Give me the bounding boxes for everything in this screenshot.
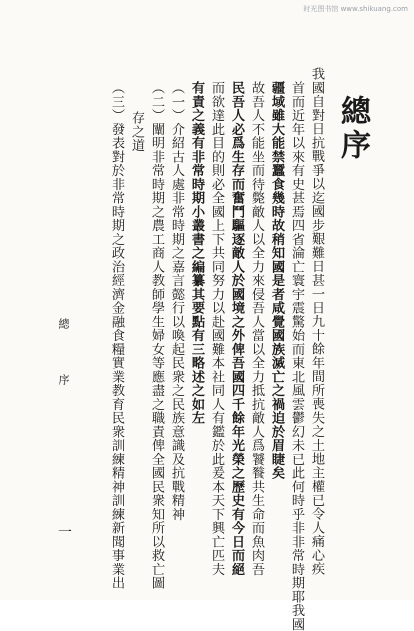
text-column-5: 民吾人必爲生存而奮鬥驅逐敵人於國境之外俾吾國四千餘年光榮之歷史有今日而絕 <box>229 81 244 576</box>
text-column-8: （一）介紹古人處非常時期之嘉言懿行以喚起民衆之民族意識及抗戰精神 <box>169 81 184 521</box>
text-column-2: 首而近年以來有史甚焉四省淪亡寰宇震驚始而東北風雲鬱幻未已此何時乎非非常時期耶我國 <box>289 81 304 631</box>
text-column-6: 而欲達此目的則必全國上下共同努力以赴國難本社同人有鑑於此爰本天下興亡匹夫 <box>209 81 224 576</box>
text-column-1: 我國自對日抗戰爭以迄國步艱難日甚一日九十餘年間所喪失之土地主權已令人痛心疾 <box>309 67 324 576</box>
watermark: 时光图书馆 www.shikuang.com <box>303 5 408 13</box>
text-column-10: 存之道 <box>129 111 144 153</box>
page-number: 一 <box>58 525 72 541</box>
text-column-9: （二）闡明非常時期之農工商人教師學生婦女等應盡之職責俾全國民衆知所以救亡圖 <box>149 81 164 590</box>
text-column-7: 有責之義有非常時期小叢書之編纂其要點有三略述之如左 <box>189 81 204 425</box>
margin-running-title: 總 序 <box>57 318 70 401</box>
text-column-4: 故吾人不能坐而待斃敵人以全力來侵吾人當以全力抵抗敵人爲饕餮共生命而魚肉吾 <box>249 81 264 576</box>
text-column-3: 疆域雖大能禁蠶食幾時故稍知國是者咸覺國族滅亡之禍迫於眉睫矣 <box>269 81 284 480</box>
page-title: 總序 <box>335 95 370 163</box>
text-column-11: （三）發表對於非常時期之政治經濟金融食糧實業教育民衆訓練精神訓練新聞事業出 <box>109 81 124 590</box>
